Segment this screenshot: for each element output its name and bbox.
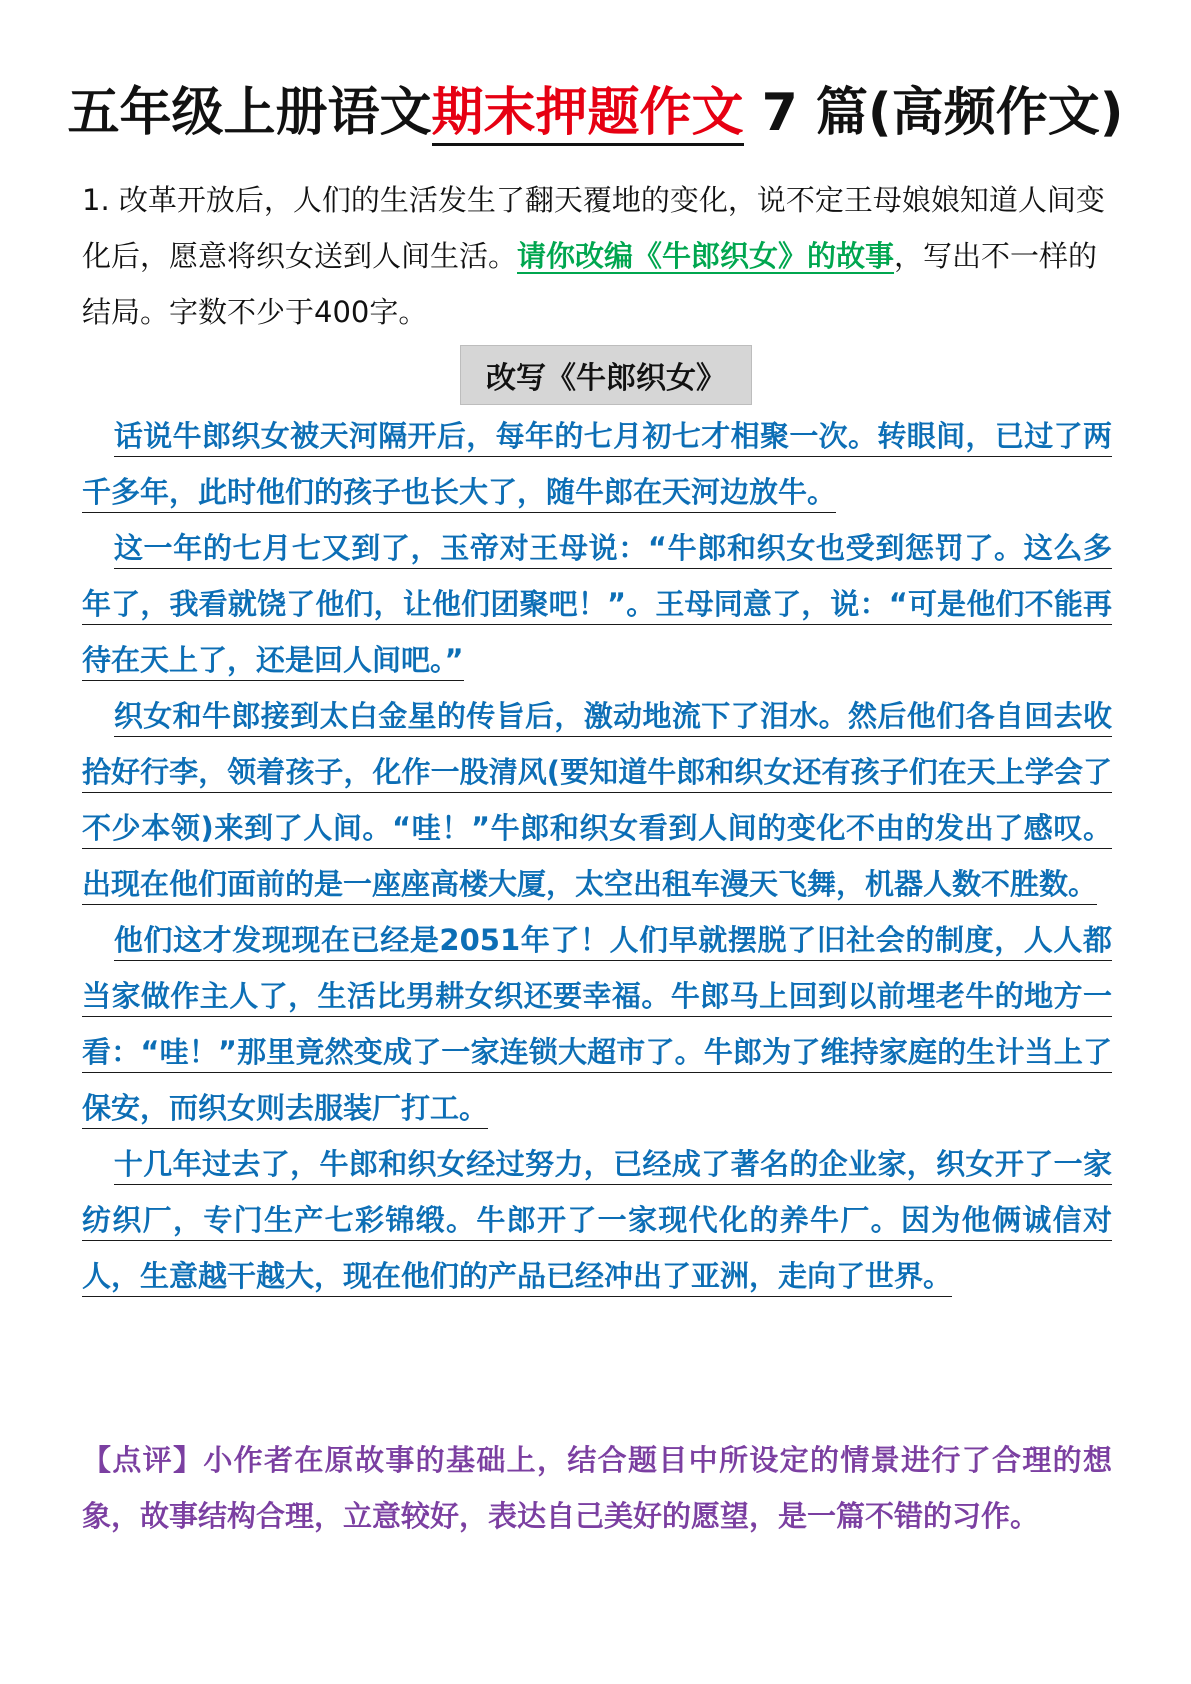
paragraph: 话说牛郎织女被天河隔开后，每年的七月初七才相聚一次。转眼间，已过了两千多年，此时他们的孩子也长大了，随牛郎在天河边放牛。 <box>82 408 1112 520</box>
teacher-comment: 【点评】小作者在原故事的基础上，结合题目中所设定的情景进行了合理的想象，故事结构合理，立意较好，表达自己美好的愿望，是一篇不错的习作。 <box>82 1443 1112 1533</box>
title-highlight: 期末押题作文 <box>432 83 744 146</box>
paragraph: 这一年的七月七又到了，玉帝对王母说：“牛郎和织女也受到惩罚了。这么多年了，我看就饶了他们，让他们团聚吧！”。王母同意了，说：“可是他们不能再待在天上了，还是回人间吧。” <box>82 520 1112 688</box>
prompt-text: 1. 改革开放后，人们的生活发生了翻天覆地的变化，说不定王母娘娘知道人间变化后，愿意将织女送到人间生活。 <box>82 183 1105 273</box>
paragraph: 十几年过去了，牛郎和织女经过努力，已经成了著名的企业家，织女开了一家纺织厂，专门生产七彩锦缎。牛郎开了一家现代化的养牛厂。因为他俩诚信对人，生意越干越大，现在他们的产品已经冲出了亚洲，走向了世界。 <box>82 1136 1112 1304</box>
prompt-tail: ，写出不一样的结局。字数不少于400字。 <box>82 239 1098 329</box>
title-part-1: 五年级上册语文 <box>67 83 432 143</box>
title-part-2: 7 篇(高频作文) <box>743 83 1124 143</box>
prompt-highlight: 请你改编《牛郎织女》的故事 <box>517 239 895 273</box>
essay-body <box>82 408 1112 1304</box>
essay-title: 改写《牛郎织女》 <box>486 361 726 396</box>
document-title <box>0 78 1191 148</box>
essay-title-box <box>460 345 752 405</box>
paragraph: 他们这才发现现在已经是2051年了！人们早就摆脱了旧社会的制度，人人都当家做作主人了，生活比男耕女织还要幸福。牛郎马上回到以前埋老牛的地方一看：“哇！”那里竟然变成了一家连锁大超市了。牛郎为了维持家庭的生计当上了保安，而织女则去服装厂打工。 <box>82 912 1112 1136</box>
paragraph: 织女和牛郎接到太白金星的传旨后，激动地流下了泪水。然后他们各自回去收拾好行李，领着孩子，化作一股清风(要知道牛郎和织女还有孩子们在天上学会了不少本领)来到了人间。“哇！”牛郎和织女看到人间的变化不由的发出了感叹。出现在他们面前的是一座座高楼大厦，太空出租车漫天飞舞，机器人数不胜数。 <box>82 688 1112 912</box>
essay-prompt <box>82 172 1112 340</box>
